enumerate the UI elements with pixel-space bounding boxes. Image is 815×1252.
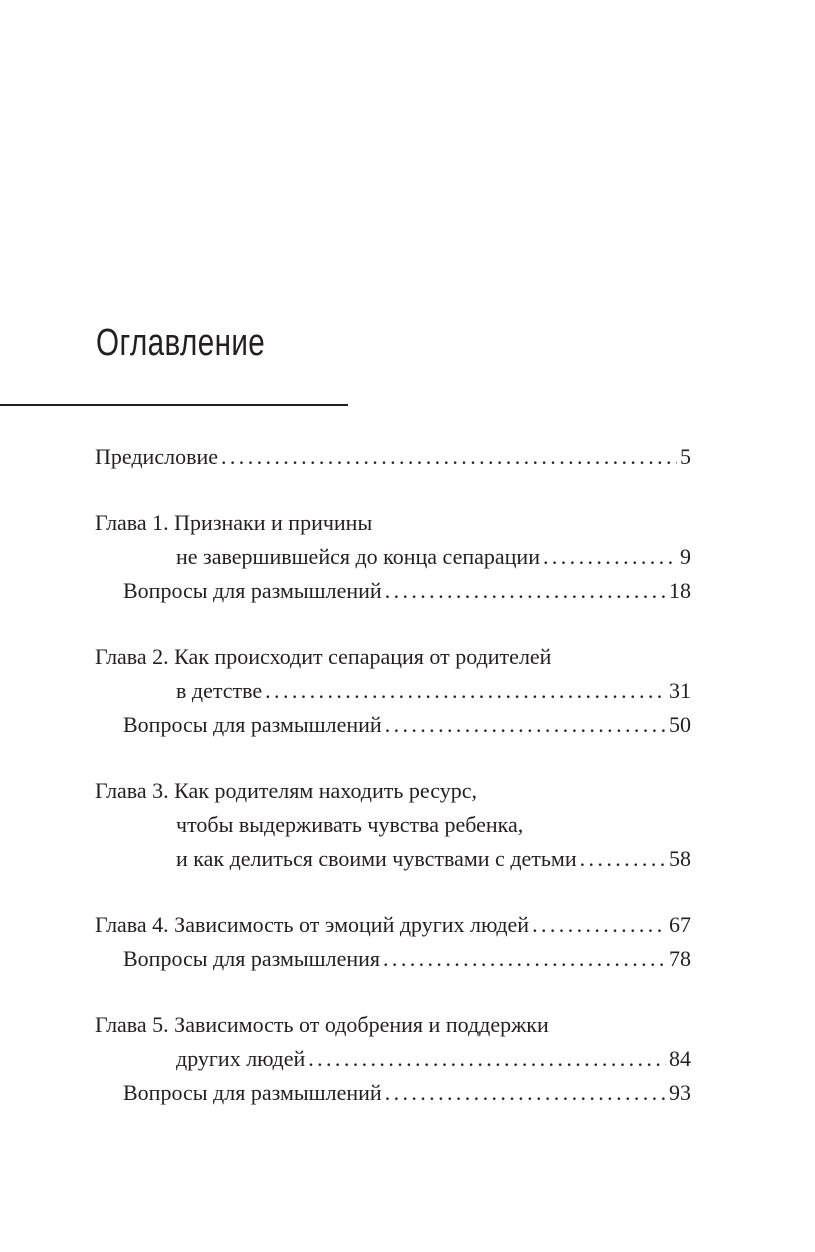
toc-entry-title: Глава 4. Зависимость от эмоций других людей — [95, 912, 530, 937]
toc-page-number: 50 — [669, 712, 691, 737]
toc-entry-chapter-1 — [95, 506, 691, 608]
toc-line — [95, 506, 691, 540]
toc-line — [95, 1008, 691, 1042]
toc-page-number: 9 — [680, 544, 691, 569]
dot-leader — [221, 440, 677, 474]
toc-subentry-title: Вопросы для размышлений — [123, 712, 382, 737]
toc-line[interactable] — [95, 942, 691, 976]
toc-entry-title: Глава 2. Как происходит сепарация от родителей — [95, 644, 552, 669]
toc-entry-title-continued: других людей — [176, 1046, 306, 1071]
toc-entry-preface — [95, 440, 691, 474]
dot-leader — [532, 908, 666, 942]
toc-line[interactable] — [95, 674, 691, 708]
toc-entry-chapter-2 — [95, 640, 691, 742]
dot-leader — [580, 842, 666, 876]
toc-line[interactable] — [95, 1042, 691, 1076]
toc-subentry-title: Вопросы для размышлений — [123, 1080, 382, 1105]
table-of-contents — [95, 440, 691, 1142]
toc-entry-title: Глава 3. Как родителям находить ресурс, — [95, 778, 477, 803]
toc-line[interactable] — [95, 842, 691, 876]
toc-page-number: 31 — [669, 678, 691, 703]
toc-subentry-title: Вопросы для размышлений — [123, 578, 382, 603]
dot-leader — [383, 942, 666, 976]
toc-line[interactable] — [95, 908, 691, 942]
toc-entry-title-continued: чтобы выдерживать чувства ребенка, — [176, 812, 524, 837]
toc-entry-title: Глава 5. Зависимость от одобрения и поддержки — [95, 1012, 549, 1037]
toc-line[interactable] — [95, 1076, 691, 1110]
toc-line — [95, 774, 691, 808]
page-title: Оглавление — [96, 322, 266, 364]
toc-entry-title: Глава 1. Признаки и причины — [95, 510, 373, 535]
dot-leader — [385, 1076, 666, 1110]
toc-line[interactable] — [95, 708, 691, 742]
toc-page-number: 93 — [669, 1080, 691, 1105]
toc-entry-title-continued: не завершившейся до конца сепарации — [176, 544, 540, 569]
toc-line — [95, 640, 691, 674]
toc-page-number: 58 — [669, 846, 691, 871]
title-divider — [0, 404, 348, 406]
toc-entry-chapter-3 — [95, 774, 691, 876]
toc-subentry-title: Вопросы для размышления — [123, 946, 381, 971]
dot-leader — [543, 540, 677, 574]
dot-leader — [308, 1042, 666, 1076]
toc-page-number: 78 — [669, 946, 691, 971]
toc-entry-chapter-4 — [95, 908, 691, 976]
dot-leader — [385, 574, 666, 608]
toc-page-number: 84 — [669, 1046, 691, 1071]
toc-page-number: 18 — [669, 578, 691, 603]
toc-page-number: 67 — [669, 912, 691, 937]
toc-line[interactable] — [95, 540, 691, 574]
toc-entry-title-continued: и как делиться своими чувствами с детьми — [176, 846, 577, 871]
dot-leader — [265, 674, 666, 708]
dot-leader — [385, 708, 666, 742]
toc-line[interactable] — [95, 574, 691, 608]
toc-entry-chapter-5 — [95, 1008, 691, 1110]
toc-entry-title: Предисловие — [95, 444, 218, 469]
toc-line[interactable] — [95, 440, 691, 474]
toc-line — [95, 808, 691, 842]
toc-page-number: 5 — [680, 444, 691, 469]
toc-entry-title-continued: в детстве — [176, 678, 263, 703]
